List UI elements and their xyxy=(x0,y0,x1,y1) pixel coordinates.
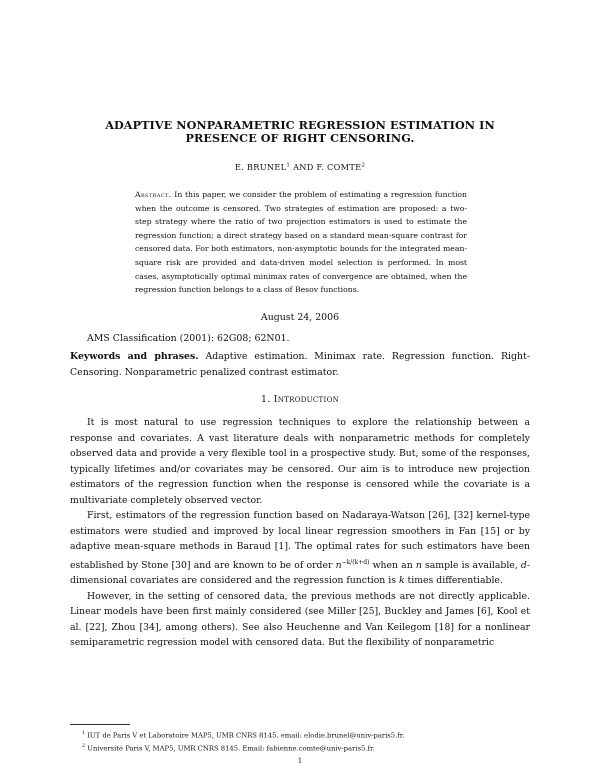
paragraph-2-text-f: times differentiable. xyxy=(404,575,503,587)
paragraph-2-text-b: when an xyxy=(369,559,416,571)
paragraph-2-text-a: First, estimators of the regression function based on Nadaraya-Watson [26], [32] kernel-type estimators were studied and improved by local linear regression smoothers in Fan [15] or by adaptive mean-square methods in Baraud [1]. The optimal rates for such estimators have been established by Stone [30] and are known to be of order xyxy=(70,510,530,571)
ams-classification: AMS Classification (2001): 62G08; 62N01. xyxy=(87,333,290,344)
paragraph-2-text-c: sample is available, xyxy=(421,559,521,571)
footnote-2-mark: 2 xyxy=(82,744,86,749)
author-1-footnote-mark: 1 xyxy=(286,162,291,169)
keywords xyxy=(70,349,530,381)
author-2-footnote-mark: 2 xyxy=(361,162,366,169)
footnote-2 xyxy=(82,742,542,753)
keywords-label: Keywords and phrases. xyxy=(70,351,199,362)
footnote-separator xyxy=(70,724,130,725)
keywords-text: Adaptive estimation. Minimax rate. Regression function. Right-Censoring. Nonparametric penalized contrast estimator. xyxy=(70,351,530,378)
paper-title xyxy=(100,119,500,145)
page-number: 1 xyxy=(297,757,303,765)
abstract-text: In this paper, we consider the problem of estimating a regression function when the outcome is censored. Two strategies of estimation are proposed: a two-step strategy where the ratio of two projection estimators is used to estimate the regression function; a direct strategy based on a standard mean-square contrast for censored data. For both estimators, non-asymptotic bounds for the integrated mean-square risk are provided and data-driven model selection is performed. In most cases, asymptotically optimal minimax rates of convergence are obtained, when the regression function belongs to a class of Besov functions. xyxy=(135,190,467,295)
author-2: F. COMTE xyxy=(316,162,362,172)
paragraph-2 xyxy=(70,508,530,589)
paragraph-1: It is most natural to use regression techniques to explore the relationship between a response and covariates. A vast literature deals with nonparametric methods for completely observed data and provide a very flexible tool in a prospective study. But, some of the responses, typically lifetimes and/or covariates may be censored. Our aim is to introduce new projection estimators of the regression function when the response is censored while the covariate is a multivariate completely observed vector. xyxy=(70,417,530,506)
title-line-1: ADAPTIVE NONPARAMETRIC REGRESSION ESTIMATION IN xyxy=(105,118,495,132)
footnote-2-text: Université Paris V, MAP5, UMR CNRS 8145. Email: fabienne.comte@univ-paris5.fr. xyxy=(87,744,375,753)
paragraph-3: However, in the setting of censored data, the previous methods are not directly applicable. Linear models have been first mainly considered (see Miller [25], Buckley and James [6], Kool et al. [22], Zhou [34], among others). See also Heuchenne and Van Keilegom [18] for a nonlinear semiparametric regression model with censored data. But the flexibility of nonparametric xyxy=(70,590,530,649)
math-k: k xyxy=(398,575,405,587)
math-n: n xyxy=(335,559,342,571)
abstract-heading: Abstract. xyxy=(135,190,172,199)
body-text xyxy=(70,415,530,651)
footnote-1-text: IUT de Paris V et Laboratoire MAP5, UMR CNRS 8145. email: elodie.brunel@univ-paris5.fr. xyxy=(87,731,405,740)
footnote-1 xyxy=(82,729,542,740)
authors-conjunction: AND xyxy=(290,162,317,172)
section-heading: 1. Introduction xyxy=(260,394,340,405)
math-exponent: −k/(k+d) xyxy=(341,558,370,566)
abstract xyxy=(135,188,467,297)
date: August 24, 2006 xyxy=(260,312,340,323)
author-1: E. BRUNEL xyxy=(234,162,287,172)
math-d: d xyxy=(520,559,527,571)
paragraph-2-text-e: -dimensional covariates are considered and the regression function is xyxy=(70,559,530,587)
authors xyxy=(100,162,500,172)
footnote-1-mark: 1 xyxy=(82,731,86,736)
title-line-2: PRESENCE OF RIGHT CENSORING. xyxy=(185,131,415,145)
math-n-sample: n xyxy=(415,559,422,571)
